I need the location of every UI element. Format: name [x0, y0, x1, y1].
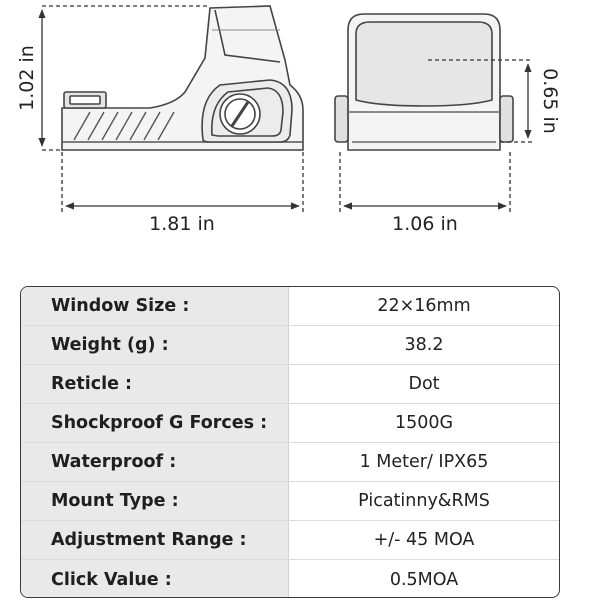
spec-row-weight	[21, 326, 559, 365]
spec-label: Adjustment Range :	[21, 521, 289, 559]
spec-label: Click Value :	[21, 560, 289, 598]
width-dimension-line	[340, 152, 510, 212]
spec-value: 1500G	[394, 413, 454, 433]
front-view-drawing	[335, 14, 513, 150]
spec-label: Window Size :	[21, 287, 289, 325]
window-height-label: 0.65 in	[539, 68, 561, 134]
spec-label: Waterproof :	[21, 443, 289, 481]
spec-value: 38.2	[404, 335, 444, 355]
width-front-label: 1.06 in	[392, 213, 458, 235]
side-view-drawing	[62, 6, 303, 150]
spec-label: Reticle :	[21, 365, 289, 403]
spec-value: 0.5MOA	[389, 569, 459, 590]
spec-table	[20, 286, 560, 598]
spec-row-shockproof	[21, 404, 559, 443]
spec-row-reticle	[21, 365, 559, 404]
spec-row-mount-type	[21, 482, 559, 521]
spec-value: +/- 45 MOA	[373, 530, 475, 550]
spec-label: Weight (g) :	[21, 326, 289, 364]
spec-label: Shockproof G Forces :	[21, 404, 289, 442]
dimension-diagram	[0, 0, 600, 260]
length-dimension-line	[62, 152, 303, 212]
spec-row-click-value	[21, 560, 559, 598]
spec-label: Mount Type :	[21, 482, 289, 520]
spec-value: 22×16mm	[377, 296, 471, 316]
spec-value: 1 Meter/ IPX65	[359, 452, 489, 472]
spec-value: Dot	[408, 374, 440, 394]
height-side-label: 1.02 in	[16, 45, 38, 111]
spec-row-adjustment-range	[21, 521, 559, 560]
spec-value: Picatinny&RMS	[358, 491, 490, 511]
spec-row-window-size	[21, 287, 559, 326]
spec-row-waterproof	[21, 443, 559, 482]
length-side-label: 1.81 in	[149, 213, 215, 235]
